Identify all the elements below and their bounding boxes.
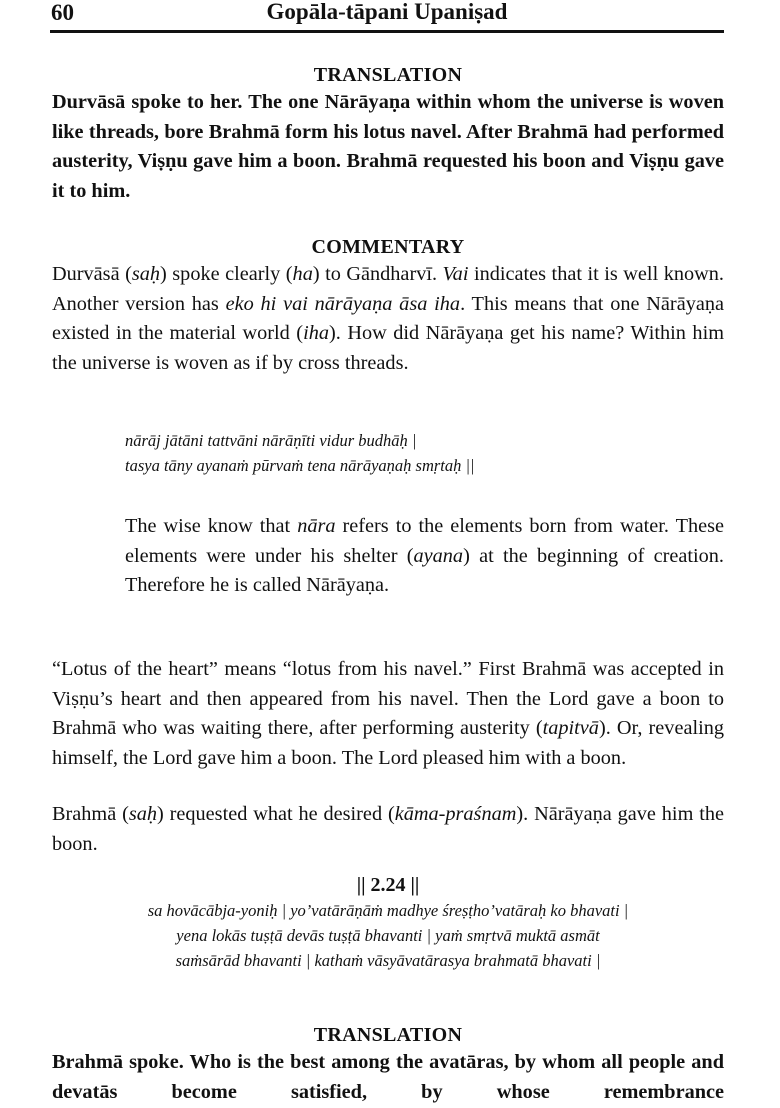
commentary-paragraph-3: Brahmā (saḥ) requested what he desired (kāma-praśnam). Nārāyaṇa gave him the boon. [52, 803, 724, 855]
translation-section-2 [52, 1022, 724, 1107]
translation-text: Durvāsā spoke to her. The one Nārāyaṇa within whom the universe is woven like threads, bore Brahmā form his lotus navel. After Brahmā had performed austerity, Viṣṇu gave him a boon. Brahmā requested his boon and Viṣṇu gave it to him. [52, 91, 724, 202]
quoted-verse-translation: The wise know that nāra refers to the elements born from water. These elements were under his shelter (ayana) at the beginning of creation. Therefore he is called Nārāyaṇa. [125, 515, 724, 596]
commentary-section [52, 234, 724, 378]
translation-section-1 [52, 62, 724, 206]
verse-line: tasya tāny ayanaṁ pūrvaṁ tena nārāyaṇaḥ smṛtaḥ || [125, 456, 475, 475]
commentary-paragraph-1: Durvāsā (saḥ) spoke clearly (ha) to Gāndharvī. Vai indicates that it is well known. Another version has eko hi vai nārāyaṇa āsa iha. This means that one Nārāyaṇa existed in the material world (iha). How did Nārāyaṇa get his name? Within him the universe is woven as if by cross threads. [52, 263, 724, 374]
section-heading: TRANSLATION [313, 1024, 463, 1046]
verse-line: yena lokās tuṣṭā devās tuṣṭā bhavanti | yaṁ smṛtvā muktā asmāt [176, 926, 600, 945]
translation-text: Brahmā spoke. Who is the best among the avatāras, by whom all people and devatās become satisfied, by whose remembrance [52, 1051, 724, 1103]
verse-line: sa hovācābja-yoniḥ | yo’vatārāṇāṁ madhye śreṣṭho’vatāraḥ ko bhavati | [147, 901, 629, 920]
running-title: Gopāla-tāpani Upaniṣad [266, 0, 508, 24]
verse-line: saṁsārād bhavanti | kathaṁ vāsyāvatārasya brahmatā bhavati | [175, 951, 601, 970]
quoted-verse [125, 428, 724, 478]
page-header [50, 0, 724, 33]
verse-line: nārāj jātāni tattvāni nārāṇīti vidur budhāḥ | [125, 431, 417, 450]
verse-number: || 2.24 || [356, 874, 420, 896]
verse-2-24 [52, 872, 724, 973]
section-heading: COMMENTARY [311, 236, 465, 258]
page-number: 60 [51, 0, 74, 25]
section-heading: TRANSLATION [313, 64, 463, 86]
commentary-paragraph-2: “Lotus of the heart” means “lotus from his navel.” First Brahmā was accepted in Viṣṇu’s heart and then appeared from his navel. Then the Lord gave a boon to Brahmā who was waiting there, after performing austerity (tapitvā). Or, revealing himself, the Lord gave him a boon. The Lord pleased him with a boon. [52, 658, 725, 769]
